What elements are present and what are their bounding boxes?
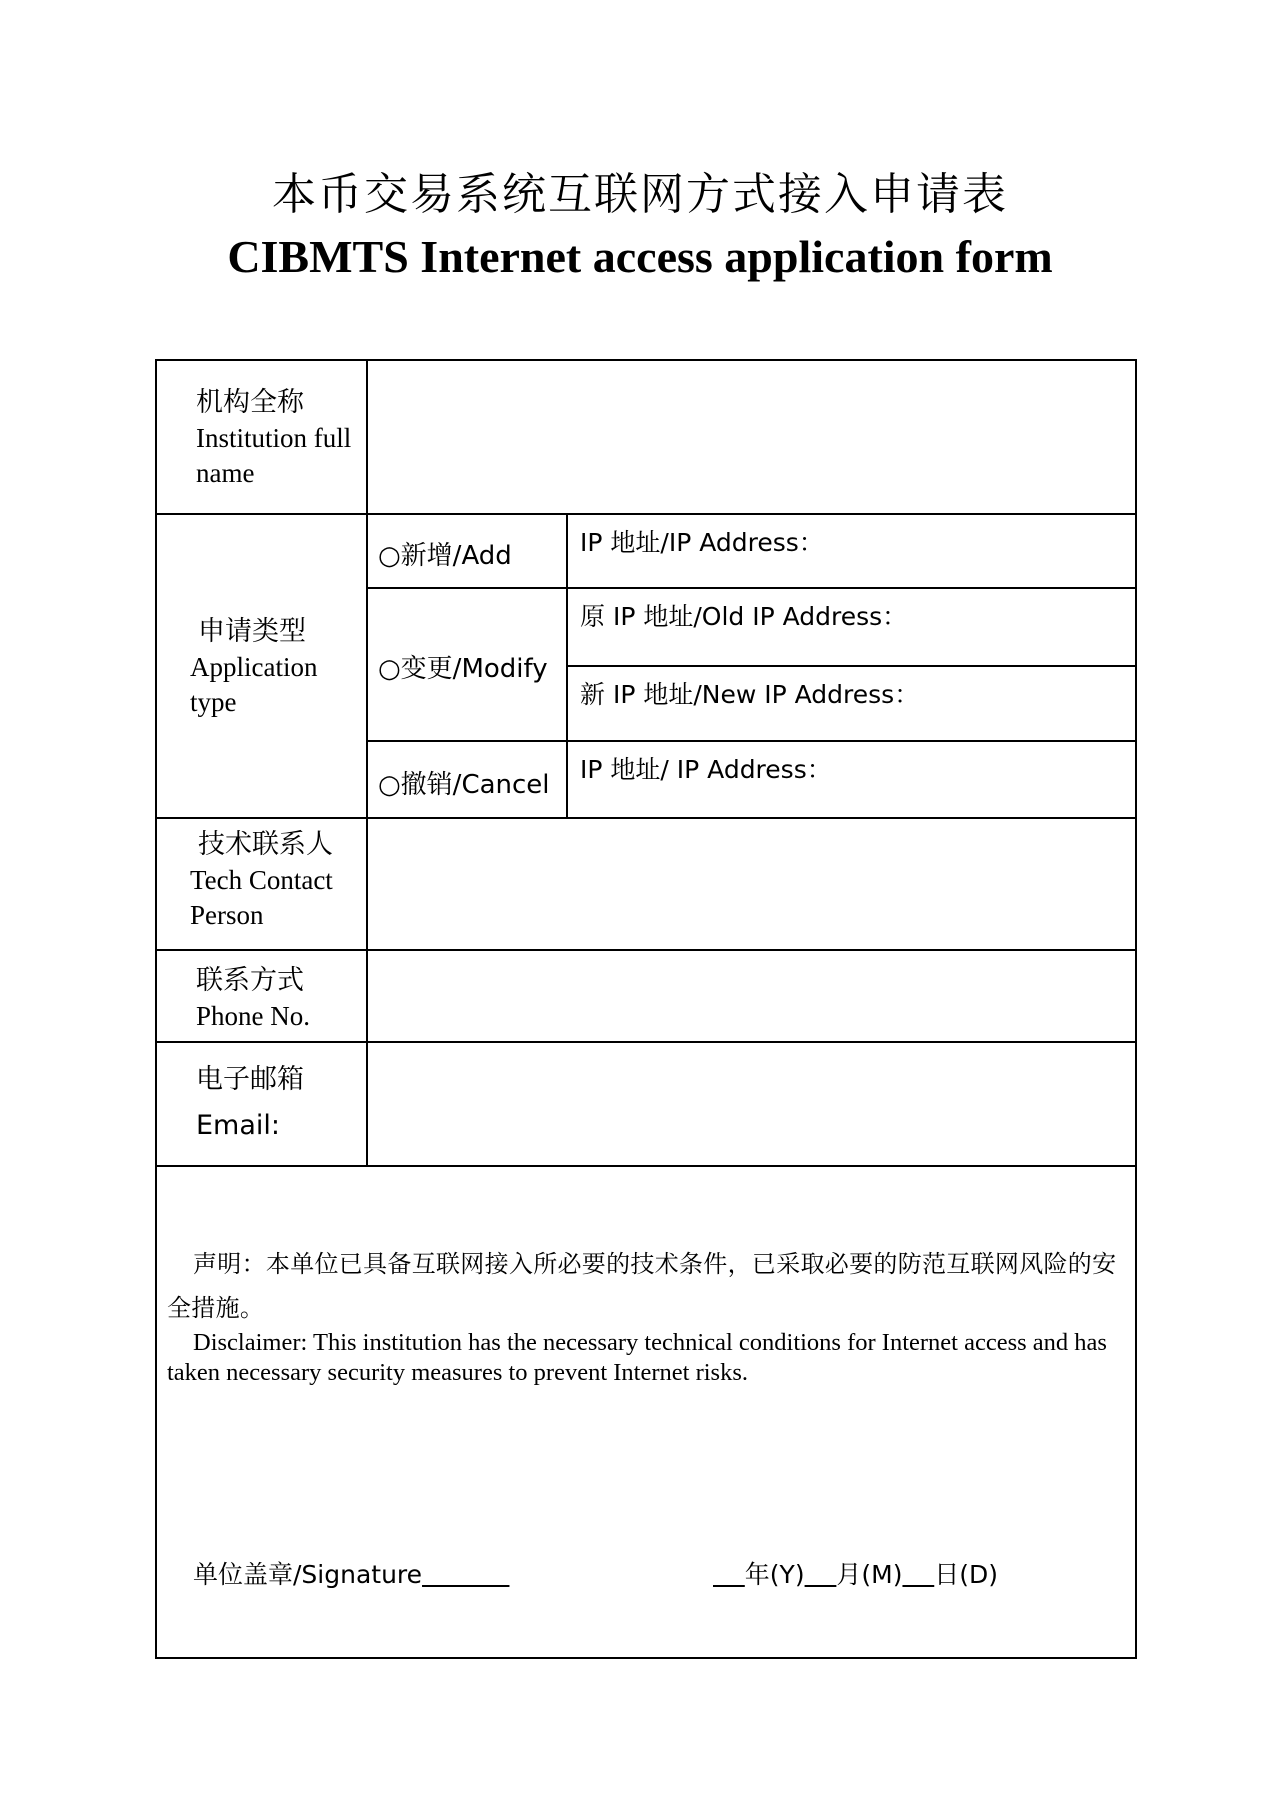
cancel-ip-label: IP 地址/ IP Address： (580, 755, 832, 784)
institution-label (196, 385, 356, 491)
email-label-en: Email: (196, 1110, 281, 1141)
cancel-ip-input[interactable] (825, 747, 1134, 814)
row-divider (155, 1041, 1137, 1043)
tech-contact-label-en: Tech Contact Person (190, 865, 333, 930)
add-ip-label: IP 地址/IP Address： (580, 528, 824, 557)
new-ip-input[interactable] (915, 672, 1134, 736)
institution-label-en: Institution full name (196, 423, 352, 488)
row-divider (567, 665, 1137, 667)
year-label: 年(Y) (744, 1560, 805, 1589)
old-ip-label: 原 IP 地址/Old IP Address： (580, 602, 908, 631)
row-divider (155, 817, 1137, 819)
email-input[interactable] (372, 1046, 1134, 1162)
tech-contact-input[interactable] (372, 822, 1134, 946)
day-label: 日(D) (934, 1560, 999, 1589)
application-type-modify-radio[interactable]: ○变更/Modify (378, 654, 548, 684)
application-type-cancel-radio[interactable]: ○撤销/Cancel (378, 770, 550, 800)
row-divider (155, 513, 1137, 515)
declaration-chinese: 声明：本单位已具备互联网接入所必要的技术条件，已采取必要的防范互联网风险的安全措施。 (167, 1250, 1117, 1322)
email-label (196, 1062, 361, 1146)
table-border-top (155, 359, 1137, 361)
application-type-label (190, 614, 360, 720)
date-field (713, 1555, 998, 1591)
application-type-add-radio[interactable]: ○新增/Add (378, 541, 512, 571)
day-blank[interactable] (902, 1560, 934, 1589)
table-border-left (155, 359, 157, 1658)
phone-label-en: Phone No. (196, 1001, 310, 1031)
page-title-english: CIBMTS Internet access application form (227, 231, 1053, 282)
application-type-label-en: Application type (190, 652, 318, 717)
declaration-english: Disclaimer: This institution has the necessary technical conditions for Internet access and has taken necessary security measures to prevent Internet risks. (167, 1329, 1107, 1386)
row-divider (367, 587, 1137, 589)
column-divider (566, 513, 568, 818)
column-divider (366, 359, 368, 1166)
signature-field[interactable] (193, 1555, 509, 1591)
row-divider (367, 740, 1137, 742)
phone-input[interactable] (372, 954, 1134, 1038)
add-ip-input[interactable] (815, 520, 1134, 584)
phone-label-cn: 联系方式 (196, 965, 304, 996)
application-type-label-cn: 申请类型 (198, 616, 306, 647)
tech-contact-label (190, 827, 365, 933)
new-ip-label: 新 IP 地址/New IP Address： (580, 680, 920, 709)
signature-label: 单位盖章/Signature (193, 1560, 423, 1589)
month-blank[interactable] (805, 1560, 837, 1589)
page-title-chinese: 本币交易系统互联网方式接入申请表 (272, 169, 1008, 220)
phone-label (196, 963, 361, 1034)
institution-label-cn: 机构全称 (196, 387, 304, 418)
tech-contact-label-cn: 技术联系人 (198, 829, 333, 860)
institution-name-input[interactable] (372, 364, 1134, 510)
old-ip-input[interactable] (905, 594, 1134, 662)
row-divider (155, 1165, 1137, 1167)
table-border-right (1135, 359, 1137, 1658)
email-label-cn: 电子邮箱 (196, 1064, 304, 1095)
signature-blank[interactable] (422, 1560, 509, 1589)
month-label: 月(M) (836, 1560, 903, 1589)
row-divider (155, 949, 1137, 951)
table-border-bottom (155, 1657, 1137, 1659)
year-blank[interactable] (713, 1560, 745, 1589)
